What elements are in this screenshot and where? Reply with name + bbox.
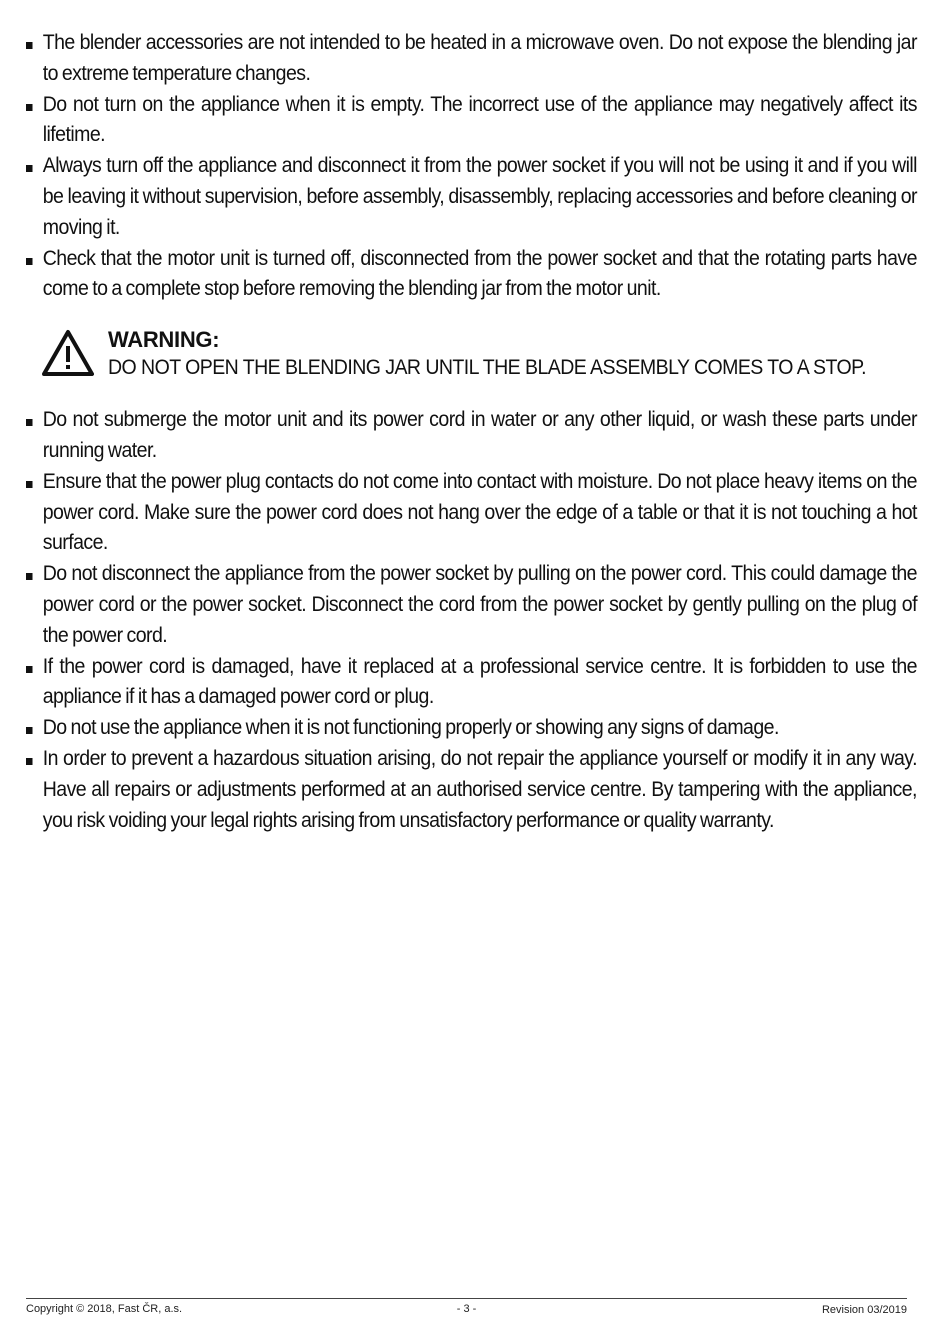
list-item-text: The blender accessories are not intended to be heated in a microwave oven. Do not expose the blending jar to extreme temperature changes. <box>42 31 917 85</box>
list-item-text: Do not disconnect the appliance from the power socket by pulling on the power cord. This could damage the power cord or the power socket. Disconnect the cord from the power socket by gently pulling on the plug of the power cord. <box>42 562 917 647</box>
list-item-text: Do not submerge the motor unit and its power cord in water or any other liquid, or wash these parts under running water. <box>42 408 917 462</box>
page-number: - 3 - <box>456 1303 477 1315</box>
bullet-list-top <box>26 28 917 305</box>
list-item-text: Do not turn on the appliance when it is empty. The incorrect use of the appliance may negatively affect its lifetime. <box>42 92 917 147</box>
list-item-text: If the power cord is damaged, have it replaced at a professional service centre. It is forbidden to use the appliance if it has a damaged power cord or plug. <box>42 654 917 709</box>
bullet-square-icon <box>26 258 33 265</box>
bullet-square-icon <box>26 758 33 765</box>
warning-block <box>26 325 908 391</box>
list-item <box>26 405 917 467</box>
bullet-square-icon <box>26 481 33 488</box>
bullet-square-icon <box>26 165 33 172</box>
list-item-text: Check that the motor unit is turned off, disconnected from the power socket and that the rotating parts have come to a complete stop before removing the blending jar from the motor unit. <box>42 246 917 301</box>
revision-text: Revision 03/2019 <box>821 1304 907 1316</box>
list-item-text: Do not use the appliance when it is not functioning properly or showing any signs of damage. <box>42 716 779 740</box>
bullet-square-icon <box>26 727 33 734</box>
list-item <box>26 151 917 243</box>
page-footer <box>26 1298 907 1316</box>
list-item-text: In order to prevent a hazardous situation arising, do not repair the appliance yourself or modify it in any way. Have all repairs or adjustments performed at an authorised service centre. By tampering with the appliance, you risk voiding your legal rights arising from unsatisfactory performance or quality warranty. <box>42 746 917 832</box>
list-item <box>26 244 917 306</box>
warning-text: DO NOT OPEN THE BLENDING JAR UNTIL THE BLADE ASSEMBLY COMES TO A STOP. <box>108 356 866 380</box>
bullet-list-bottom <box>26 405 917 836</box>
list-item <box>26 713 917 744</box>
list-item <box>26 559 917 651</box>
warning-title: WARNING: <box>108 327 220 353</box>
list-item <box>26 652 917 714</box>
bullet-square-icon <box>26 573 33 580</box>
list-item <box>26 28 917 90</box>
list-item <box>26 744 917 836</box>
list-item <box>26 90 917 152</box>
list-item-text: Ensure that the power plug contacts do not come into contact with moisture. Do not place heavy items on the power cord. Make sure the power cord does not hang over the edge of a table or that it is not touching a hot surface. <box>42 469 917 555</box>
bullet-square-icon <box>26 419 33 426</box>
list-item <box>26 467 917 559</box>
copyright-text: Copyright © 2018, Fast ČR, a.s. <box>26 1303 183 1315</box>
list-item-text: Always turn off the appliance and disconnect it from the power socket if you will not be using it and if you will be leaving it without supervision, before assembly, disassembly, replacing accessories and before cleaning or moving it. <box>42 154 917 239</box>
bullet-square-icon <box>26 42 33 49</box>
bullet-square-icon <box>26 666 33 673</box>
warning-triangle-icon <box>42 329 94 377</box>
document-body <box>26 28 917 836</box>
bullet-square-icon <box>26 104 33 111</box>
